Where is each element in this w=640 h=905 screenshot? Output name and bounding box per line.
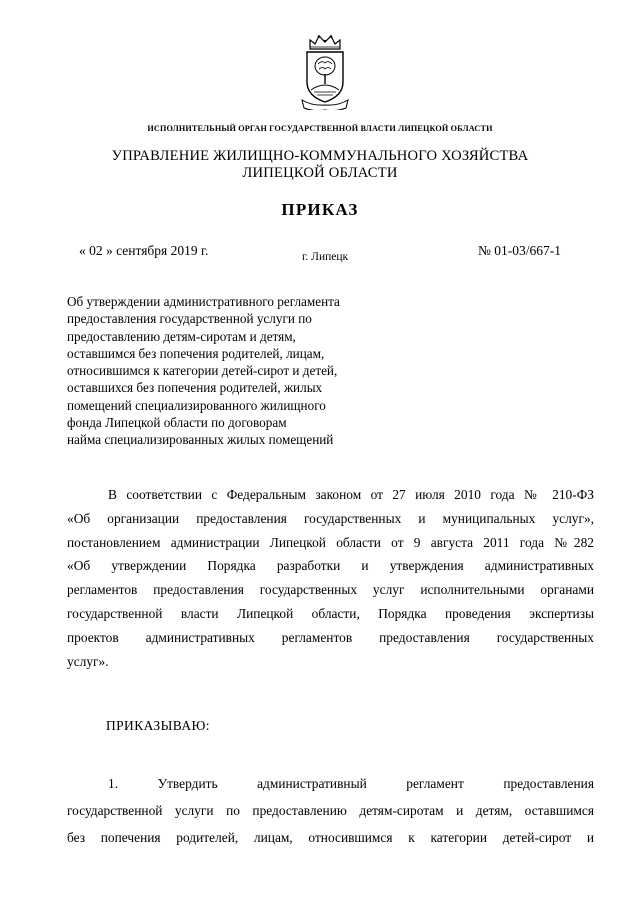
coat-of-arms-icon <box>298 34 352 110</box>
subject-line: относившимся к категории детей-сирот и детей, <box>67 363 338 379</box>
preamble-paragraph <box>67 483 594 673</box>
paragraph-line: «Об организации предоставления государственных и муниципальных услуг», <box>67 510 594 526</box>
paragraph-line: «Об утверждении Порядка разработки и утверждения административных <box>67 558 594 574</box>
paragraph-line: услуг». <box>67 653 109 669</box>
document-subject <box>67 293 407 449</box>
document-title: ПРИКАЗ <box>281 200 359 219</box>
paragraph-line: без попечения родителей, лицам, относившимся к категории детей-сирот и <box>67 830 594 845</box>
order-directive: ПРИКАЗЫВАЮ: <box>106 718 210 733</box>
paragraph-line: проектов административных регламентов предоставления государственных <box>67 629 594 645</box>
department-name-line: ЛИПЕЦКОЙ ОБЛАСТИ <box>242 165 398 181</box>
subject-line: оставшихся без попечения родителей, жилых <box>67 380 323 396</box>
paragraph-line: 1. Утвердить административный регламент предоставления <box>108 776 594 791</box>
paragraph-line: государственной услуги по предоставлению детям-сиротам и детям, оставшимся <box>67 803 594 818</box>
subject-line: предоставления государственной услуги по <box>67 311 312 327</box>
issuing-authority: ИСПОЛНИТЕЛЬНЫЙ ОРГАН ГОСУДАРСТВЕННОЙ ВЛАСТИ ЛИПЕЦКОЙ ОБЛАСТИ <box>147 124 493 133</box>
order-item-1 <box>67 770 594 851</box>
department-name <box>0 148 640 182</box>
subject-line: предоставлению детям-сиротам и детям, <box>67 328 296 344</box>
subject-line: помещений специализированного жилищного <box>67 397 326 413</box>
subject-line: оставшимся без попечения родителей, лицам, <box>67 345 325 361</box>
subject-line: найма специализированных жилых помещений <box>67 432 334 448</box>
subject-line: Об утверждении административного регламента <box>67 294 340 309</box>
paragraph-line: регламентов предоставления государственных услуг исполнительными органами <box>67 582 594 598</box>
document-number: № 01-03/667-1 <box>478 243 561 258</box>
subject-line: фонда Липецкой области по договорам <box>67 415 287 431</box>
document-date: « 02 » сентября 2019 г. <box>79 243 209 258</box>
paragraph-line: постановлением администрации Липецкой области от 9 августа 2011 года №282 <box>67 534 594 550</box>
document-city: г. Липецк <box>302 251 349 263</box>
paragraph-line: В соответствии с Федеральным законом от 27 июля 2010 года № 210-ФЗ <box>108 487 594 502</box>
department-name-line: УПРАВЛЕНИЕ ЖИЛИЩНО-КОММУНАЛЬНОГО ХОЗЯЙСТВА <box>111 148 529 164</box>
paragraph-line: государственной власти Липецкой области, Порядка проведения экспертизы <box>67 605 594 621</box>
